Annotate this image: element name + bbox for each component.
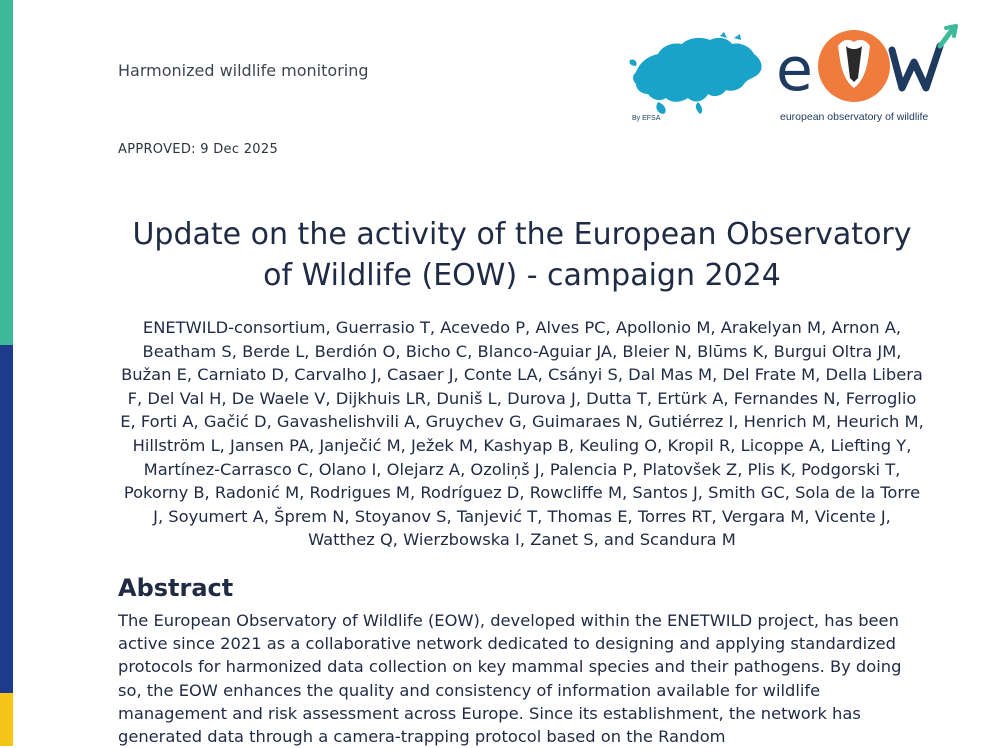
edge-bar-yellow — [0, 693, 13, 746]
edge-bar-navy — [0, 345, 13, 693]
svg-text:e: e — [776, 35, 813, 105]
edge-bar-teal — [0, 0, 13, 345]
efsa-logo-label: By EFSA — [632, 115, 661, 122]
header-tagline: Harmonized wildlife monitoring — [118, 61, 369, 80]
document-title: Update on the activity of the European Observatory of Wildlife (EOW) - campaign 2024 — [132, 217, 912, 293]
approval-date: APPROVED: 9 Dec 2025 — [118, 142, 279, 157]
europe-map-icon — [629, 32, 761, 114]
efsa-europe-map-logo — [628, 32, 768, 122]
author-list: ENETWILD-consortium, Guerrasio T, Acevedo P, Alves PC, Apollonio M, Arakelyan M, Arnon A, Beatham S, Berde L, Berdión O, Bicho C, Blanco-Aguiar JA, Bleier N, Blūms K, Burgui Oltra JM, Bužan E, Carniato D, Carvalho J, Casaer J, Conte LA, Csányi S, Dal Mas M, Del Frate M, Della Libera F, Del Val H, De Waele V, Dijkhuis LR, Duniš L, Durova J, Dutta T, Ertürk A, Fernandes N, Ferroglio E, Forti A, Gačić D, Gavashelishvili A, Gruychev G, Guimaraes N, Gutiérrez I, Henrich M, Heurich M, Hillström L, Jansen PA, Janječić M, Ježek M, Kashyap B, Keuling O, Kropil R, Licoppe A, Liefting Y, Martínez-Carrasco C, Olano I, Olejarz A, Ozoliņš J, Palencia P, Platovšek Z, Plis K, Podgorski T, Pokorny B, Radonić M, Rodrigues M, Rodríguez D, Rowcliffe M, Santos J, Smith GC, Sola de la Torre J, Soyumert A, Šprem N, Stoyanov S, Tanjević T, Thomas E, Torres RT, Vergara M, Vicente J, Watthez Q, Wierzbowska I, Zanet S, and Scandura M — [120, 318, 924, 550]
eow-logo-tagline: european observatory of wildlife — [780, 111, 929, 123]
eow-logo — [776, 16, 972, 126]
abstract-heading: Abstract — [118, 574, 234, 602]
abstract-text: The European Observatory of Wildlife (EOW), developed within the ENETWILD project, has been active since 2021 as a collaborative network dedicated to designing and applying standardized protocols for harmonized data collection on key mammal species and their pathogens. By doing so, the EOW enhances the quality and consistency of information available for wildlife management and risk assessment across Europe. Since its establishment, the network has generated data through a camera-trapping protocol based on the Random — [118, 611, 902, 747]
